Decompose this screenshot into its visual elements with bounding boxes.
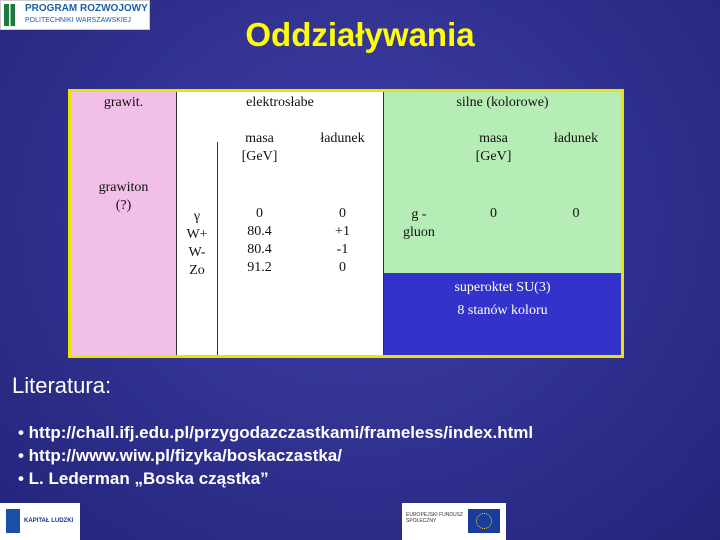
strong-masa-header: masa [GeV] xyxy=(475,131,512,164)
literature-item: • L. Lederman „Boska cząstka” xyxy=(18,469,269,488)
literature-list xyxy=(18,421,533,490)
kapital-ludzki-icon xyxy=(6,509,20,533)
strong-charge-cell: 0 xyxy=(572,206,580,221)
interactions-table xyxy=(68,89,624,358)
grav-column xyxy=(71,92,177,355)
silne-header: silne (kolorowe) xyxy=(456,95,549,110)
ew-particles-cell: γ W+ W- Zo xyxy=(186,209,208,278)
ew-ladunek-header: ładunek xyxy=(320,131,365,146)
kapital-ludzki-logo xyxy=(0,503,80,540)
ew-masa-header: masa [GeV] xyxy=(241,131,278,164)
ew-charges-cell: 0 +1 -1 0 xyxy=(335,206,350,275)
slide-title: Oddziaływania xyxy=(245,16,475,53)
elektroslabe-header: elektrosłabe xyxy=(246,95,314,110)
kapital-ludzki-text: KAPITAŁ LUDZKI xyxy=(24,518,74,524)
efs-text: EUROPEJSKI FUNDUSZ SPOŁECZNY xyxy=(406,512,463,524)
colors-count-text: 8 stanów koloru xyxy=(457,303,548,318)
strong-ladunek-header: ładunek xyxy=(553,131,599,146)
literature-item[interactable]: • http://chall.ifj.edu.pl/przygodazczastkami/frameless/index.html xyxy=(18,423,534,442)
superoktet-text: superoktet SU(3) xyxy=(454,280,551,295)
eu-flag-icon xyxy=(468,509,500,533)
strong-column-top xyxy=(384,92,621,273)
literature-title: Literatura: xyxy=(12,373,112,398)
ew-masses-cell: 0 80.4 80.4 91.2 xyxy=(247,206,272,275)
gluon-cell: g - gluon xyxy=(403,207,435,240)
efs-logo xyxy=(402,503,506,540)
logo-line-1: PROGRAM ROZWOJOWY xyxy=(25,3,148,14)
strong-mass-cell: 0 xyxy=(490,206,497,221)
grawiton-cell: grawiton (?) xyxy=(98,180,149,213)
logo-line-2: POLITECHNIKI WARSZAWSKIEJ xyxy=(25,17,132,24)
literature-item[interactable]: • http://www.wiw.pl/fizyka/boskaczastka/ xyxy=(18,446,342,465)
grawit-header: grawit. xyxy=(103,95,144,110)
